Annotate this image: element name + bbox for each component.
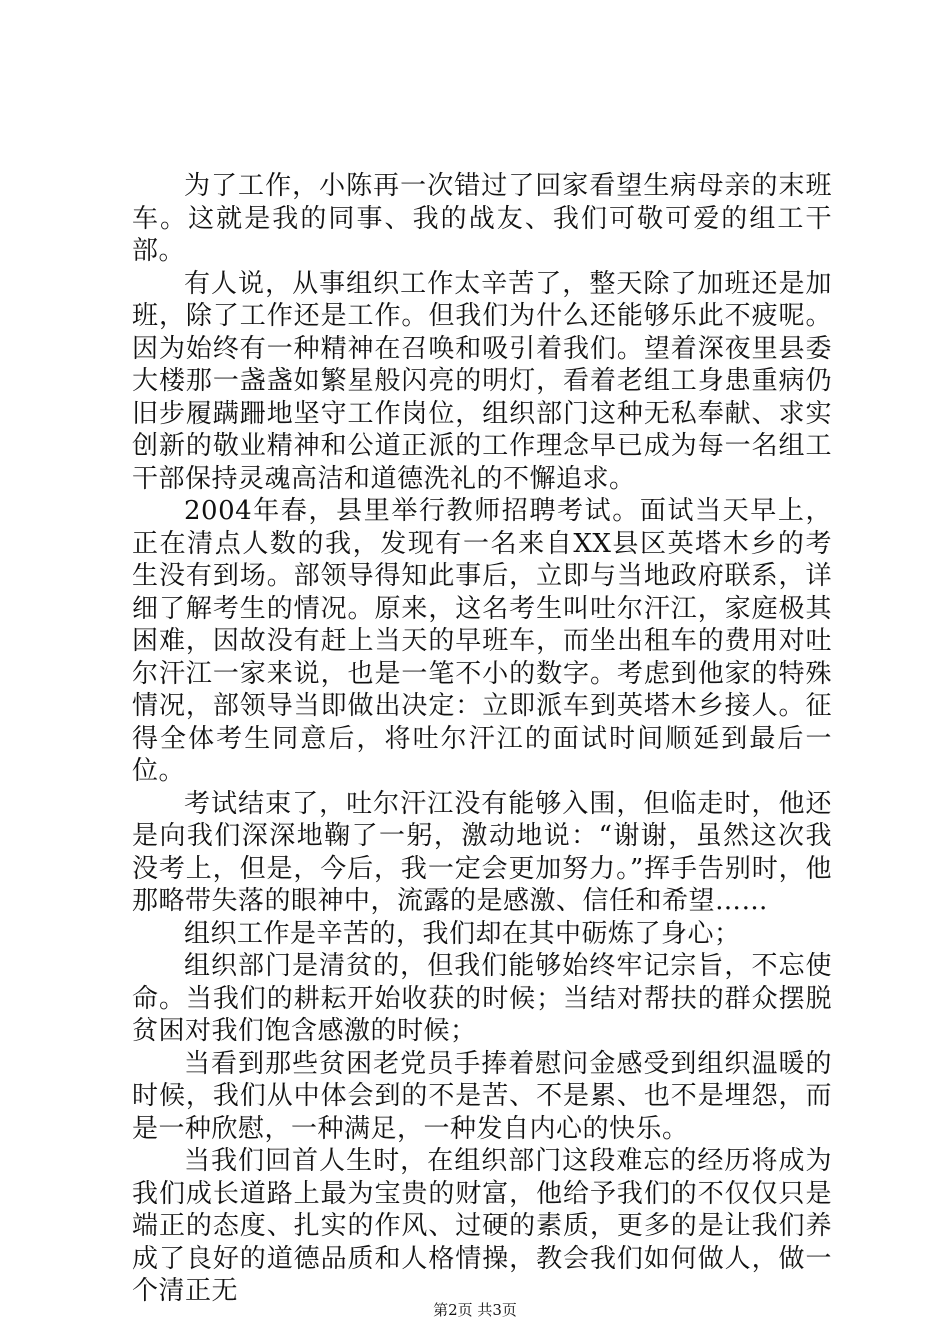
paragraph: 当看到那些贫困老党员手捧着慰问金感受到组织温暖的时候，我们从中体会到的不是苦、不是累、也不是埋怨，而是一种欣慰，一种满足，一种发自内心的快乐。 <box>132 1048 832 1144</box>
paragraph: 2004年春，县里举行教师招聘考试。面试当天早上，正在清点人数的我，发现有一名来自XX县区英塔木乡的考生没有到场。部领导得知此事后，立即与当地政府联系，详细了解考生的情况。原来，这名考生叫吐尔汗江，家庭极其困难，因故没有赶上当天的早班车，而坐出租车的费用对吐尔汗江一家来说，也是一笔不小的数字。考虑到他家的特殊情况，部领导当即做出决定：立即派车到英塔木乡接人。征得全体考生同意后，将吐尔汗江的面试时间顺延到最后一位。 <box>132 496 832 786</box>
paragraph: 有人说，从事组织工作太辛苦了，整天除了加班还是加班，除了工作还是工作。但我们为什么还能够乐此不疲呢。因为始终有一种精神在召唤和吸引着我们。望着深夜里县委大楼那一盏盏如繁星般闪亮的明灯，看着老组工身患重病仍旧步履蹒跚地坚守工作岗位，组织部门这种无私奉献、求实创新的敬业精神和公道正派的工作理念早已成为每一名组工干部保持灵魂高洁和道德洗礼的不懈追求。 <box>132 268 832 494</box>
paragraph: 考试结束了，吐尔汗江没有能够入围，但临走时，他还是向我们深深地鞠了一躬，激动地说：“谢谢，虽然这次我没考上，但是，今后，我一定会更加努力。”挥手告别时，他那略带失落的眼神中，流露的是感激、信任和希望…… <box>132 788 832 916</box>
paragraph: 组织部门是清贫的，但我们能够始终牢记宗旨，不忘使命。当我们的耕耘开始收获的时候；当结对帮扶的群众摆脱贫困对我们饱含感激的时候； <box>132 951 832 1046</box>
paragraph: 为了工作，小陈再一次错过了回家看望生病母亲的末班车。这就是我的同事、我的战友、我们可敬可爱的组工干部。 <box>132 171 832 266</box>
document-body <box>132 170 832 1308</box>
paragraph: 组织工作是辛苦的，我们却在其中砺炼了身心； <box>184 918 741 949</box>
page-number-footer: 第2页 共3页 <box>433 1301 517 1319</box>
paragraph: 当我们回首人生时，在组织部门这段难忘的经历将成为我们成长道路上最为宝贵的财富，他给予我们的不仅仅只是端正的态度、扎实的作风、过硬的素质，更多的是让我们养成了良好的道德品质和人格情操，教会我们如何做人，做一个清正无 <box>132 1146 832 1306</box>
